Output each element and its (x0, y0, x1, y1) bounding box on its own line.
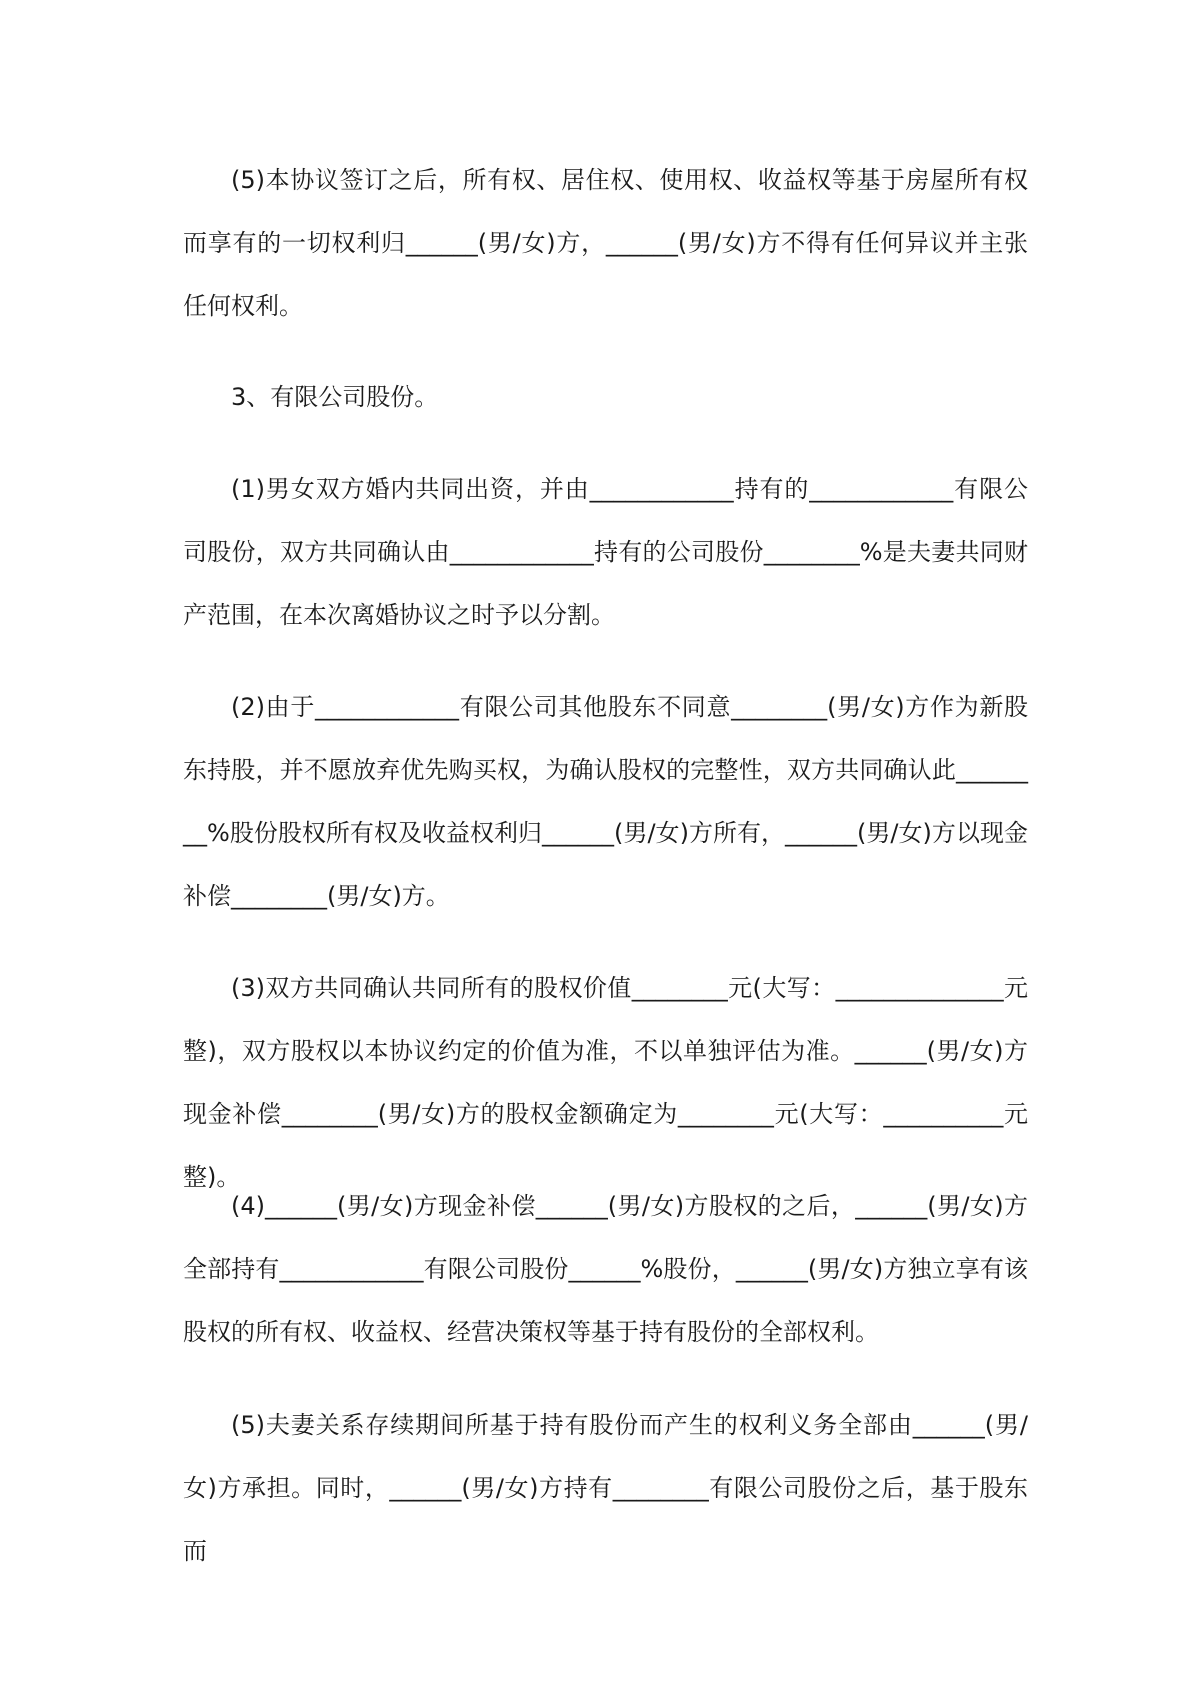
section-heading-company-shares: 3、有限公司股份。 (231, 383, 439, 411)
paragraph-house-rights: (5)本协议签订之后，所有权、居住权、使用权、收益权等基于房屋所有权而享有的一切权利归______(男/女)方，______(男/女)方不得有任何异议并主张任何权利。 (183, 166, 1028, 320)
paragraph-full-ownership: (4)______(男/女)方现金补偿______(男/女)方股权的之后，______(男/女)方全部持有____________有限公司股份______%股份，______(男/女)方独立享有该股权的所有权、收益权、经营决策权等基于持有股份的全部权利。 (183, 1192, 1028, 1346)
paragraph-shareholders-disagree: (2)由于____________有限公司其他股东不同意________(男/女)方作为新股东持股，并不愿放弃优先购买权，为确认股权的完整性，双方共同确认此________%股份股权所有权及收益权利归______(男/女)方所有，______(男/女)方以现金补偿________(男/女)方。 (183, 693, 1028, 910)
paragraph-shares-joint-investment: (1)男女双方婚内共同出资，并由____________持有的____________有限公司股份，双方共同确认由____________持有的公司股份________%是夫妻共同财产范围，在本次离婚协议之时予以分割。 (183, 475, 1028, 629)
paragraph-equity-value: (3)双方共同确认共同所有的股权价值________元(大写：______________元整)，双方股权以本协议约定的价值为准，不以单独评估为准。______(男/女)方现金补偿________(男/女)方的股权金额确定为________元(大写：__________元整)。 (183, 974, 1028, 1191)
paragraph-rights-obligations: (5)夫妻关系存续期间所基于持有股份而产生的权利义务全部由______(男/女)方承担。同时，______(男/女)方持有________有限公司股份之后，基于股东而 (183, 1411, 1028, 1565)
